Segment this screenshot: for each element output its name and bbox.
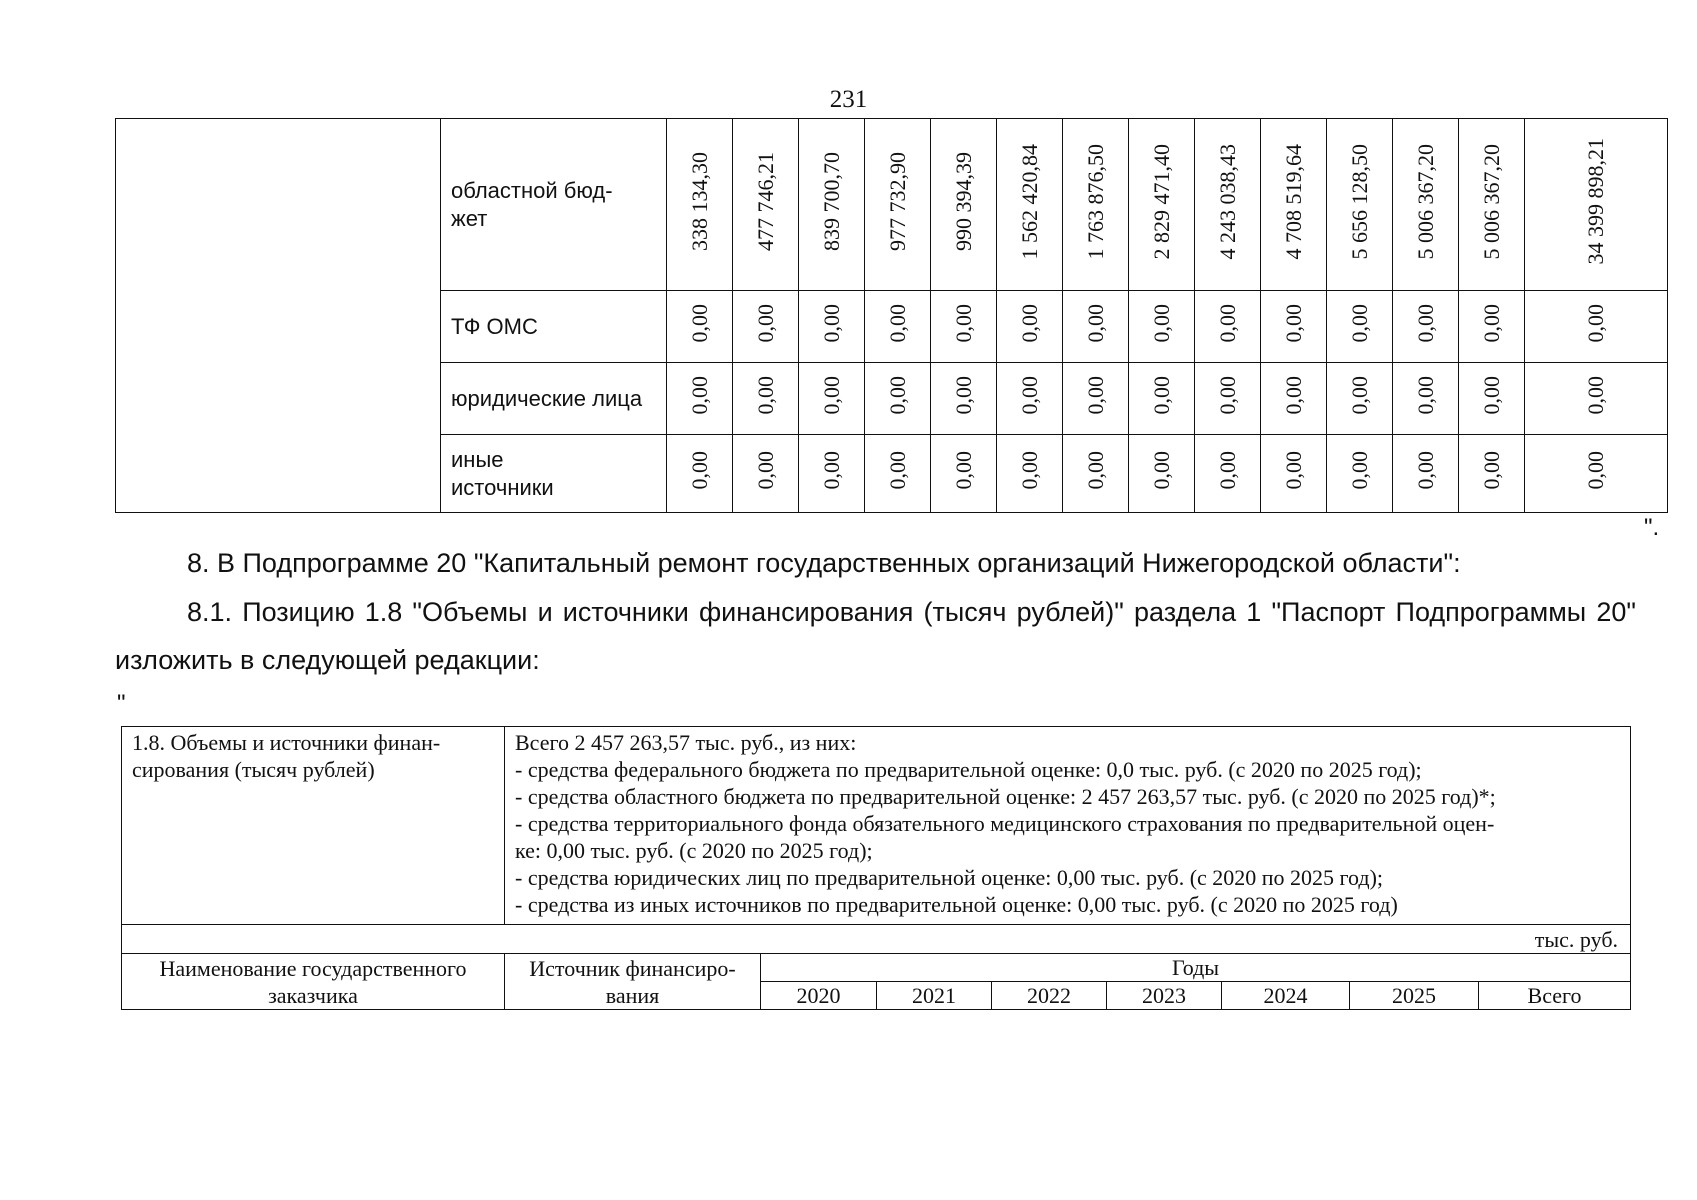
- amount-value: 0,00: [1082, 451, 1108, 490]
- header-year: 2024: [1222, 982, 1350, 1010]
- passport-label-line: 1.8. Объемы и источники финан-: [132, 730, 441, 755]
- amount-cell: [1195, 363, 1261, 435]
- amount-cell: [931, 435, 997, 513]
- passport-text-cell: [505, 727, 1631, 925]
- amount-value: 477 746,21: [752, 152, 778, 251]
- amount-cell: [1261, 435, 1327, 513]
- amount-cell: [865, 291, 931, 363]
- total-cell: [1525, 291, 1668, 363]
- paragraph-word: раздела: [1133, 597, 1237, 627]
- funding-source-cell: [441, 119, 667, 291]
- amount-value: 0,00: [950, 376, 976, 415]
- total-value: 34 399 898,21: [1583, 138, 1608, 265]
- header-source-line: вания: [605, 982, 660, 1008]
- paragraph-word: (тысяч: [923, 597, 1007, 627]
- header-year: 2023: [1107, 982, 1222, 1010]
- paragraph-word: 1.8: [364, 597, 403, 627]
- amount-value: 0,00: [1478, 376, 1504, 415]
- funding-source-line: иные: [451, 446, 504, 472]
- amount-cell: [997, 291, 1063, 363]
- amount-cell: [667, 435, 733, 513]
- paragraph-word: 8.1.: [187, 597, 233, 627]
- header-customer-line: Наименование государственного: [159, 955, 467, 981]
- total-cell: [1525, 363, 1668, 435]
- amount-value: 0,00: [1412, 451, 1438, 490]
- amount-cell: [865, 435, 931, 513]
- amount-value: 0,00: [1016, 304, 1042, 343]
- header-year: 2020: [761, 982, 877, 1010]
- amount-value: 977 732,90: [884, 152, 910, 251]
- funding-source-cell: юридические лица: [441, 363, 667, 435]
- amount-cell: [1393, 435, 1459, 513]
- amount-value: 0,00: [752, 451, 778, 490]
- amount-cell: [733, 435, 799, 513]
- amount-value: 0,00: [1082, 376, 1108, 415]
- paragraph-word: "Паспорт: [1271, 597, 1386, 627]
- amount-value: 0,00: [1214, 304, 1240, 343]
- amount-value: 5 006 367,20: [1478, 143, 1504, 260]
- amount-cell: [1327, 435, 1393, 513]
- header-source-line: Источник финансиро-: [529, 955, 736, 981]
- amount-value: 338 134,30: [686, 152, 712, 251]
- amount-cell: [997, 119, 1063, 291]
- amount-cell: [1129, 363, 1195, 435]
- amount-cell: [1327, 291, 1393, 363]
- total-cell: [1525, 119, 1668, 291]
- paragraph-word: "Объемы: [412, 597, 528, 627]
- amount-value: 0,00: [1082, 304, 1108, 343]
- amount-cell: [1129, 291, 1195, 363]
- amount-value: 0,00: [1280, 451, 1306, 490]
- amount-value: 0,00: [686, 376, 712, 415]
- header-source: [505, 954, 761, 1010]
- amount-cell: [1327, 119, 1393, 291]
- amount-value: 4 708 519,64: [1280, 143, 1306, 260]
- amount-cell: [667, 119, 733, 291]
- amount-cell: [799, 363, 865, 435]
- amount-value: 0,00: [950, 304, 976, 343]
- amount-value: 5 006 367,20: [1412, 143, 1438, 260]
- amount-cell: [799, 435, 865, 513]
- paragraph-word: источники: [562, 597, 689, 627]
- amount-value: 0,00: [1214, 451, 1240, 490]
- amount-value: 0,00: [1016, 376, 1042, 415]
- amount-cell: [1063, 363, 1129, 435]
- amount-cell: [1129, 119, 1195, 291]
- amount-cell: [1261, 119, 1327, 291]
- paragraph-word: Позицию: [242, 597, 355, 627]
- amount-cell: [1063, 291, 1129, 363]
- amount-value: 0,00: [1148, 451, 1174, 490]
- amount-cell: [1195, 435, 1261, 513]
- amount-value: 0,00: [1280, 304, 1306, 343]
- amount-value: 2 829 471,40: [1148, 143, 1174, 260]
- total-value: 0,00: [1583, 376, 1608, 415]
- amount-value: 0,00: [1478, 304, 1504, 343]
- amount-cell: [1261, 291, 1327, 363]
- page-number: 231: [829, 86, 868, 113]
- amount-value: 1 562 420,84: [1016, 143, 1042, 260]
- passport-table: [121, 726, 1631, 1010]
- funding-source-cell: ТФ ОМС: [441, 291, 667, 363]
- amount-value: 0,00: [1214, 376, 1240, 415]
- closing-quote: ".: [1644, 514, 1660, 541]
- passport-text-line: - средства юридических лиц по предварительной оценке: 0,00 тыс. руб. (с 2020 по 2025 год);: [515, 865, 1384, 890]
- header-year: 2021: [877, 982, 992, 1010]
- funding-source-cell: [441, 435, 667, 513]
- amount-cell: [1195, 119, 1261, 291]
- amount-cell: [931, 363, 997, 435]
- amount-cell: [865, 363, 931, 435]
- amount-value: 0,00: [818, 376, 844, 415]
- funding-source-line: источники: [451, 474, 554, 500]
- amount-cell: [733, 291, 799, 363]
- amount-cell: [1459, 435, 1525, 513]
- amount-value: 0,00: [884, 451, 910, 490]
- header-year: 2022: [992, 982, 1107, 1010]
- total-value: 0,00: [1583, 451, 1608, 490]
- amount-cell: [931, 291, 997, 363]
- header-customer: [122, 954, 505, 1010]
- amount-value: 0,00: [1016, 451, 1042, 490]
- amount-value: 0,00: [1478, 451, 1504, 490]
- paragraph-word: 1: [1246, 597, 1262, 627]
- passport-text-line: - средства федерального бюджета по предварительной оценке: 0,0 тыс. руб. (с 2020 по 2025 год);: [515, 757, 1422, 782]
- amount-cell: [865, 119, 931, 291]
- paragraph-8: 8. В Подпрограмме 20 "Капитальный ремонт государственных организаций Нижегородской области":: [187, 548, 1461, 578]
- amount-value: 0,00: [1346, 451, 1372, 490]
- amount-cell: [1063, 435, 1129, 513]
- total-cell: [1525, 435, 1668, 513]
- amount-cell: [733, 119, 799, 291]
- amount-value: 0,00: [1148, 304, 1174, 343]
- passport-text-line: Всего 2 457 263,57 тыс. руб., из них:: [515, 730, 857, 755]
- paragraph-word: Подпрограммы: [1395, 597, 1587, 627]
- amount-cell: [1393, 291, 1459, 363]
- amount-value: 0,00: [1412, 376, 1438, 415]
- opening-quote: ": [117, 690, 126, 717]
- amount-value: 0,00: [1412, 304, 1438, 343]
- amount-cell: [997, 363, 1063, 435]
- paragraph-word: 20": [1596, 597, 1636, 627]
- amount-value: 5 656 128,50: [1346, 143, 1372, 260]
- empty-customer-cell: [116, 119, 441, 513]
- paragraph-word: и: [537, 597, 553, 627]
- amount-value: 0,00: [818, 451, 844, 490]
- paragraph-word: рублей)": [1016, 597, 1124, 627]
- amount-value: 0,00: [686, 304, 712, 343]
- amount-cell: [997, 435, 1063, 513]
- amount-value: 0,00: [950, 451, 976, 490]
- total-value: 0,00: [1583, 304, 1608, 343]
- amount-cell: [931, 119, 997, 291]
- amount-value: 0,00: [884, 304, 910, 343]
- amount-cell: [667, 291, 733, 363]
- header-years: Годы: [761, 954, 1631, 982]
- amount-cell: [1327, 363, 1393, 435]
- funding-source-line: областной бюд-: [451, 177, 613, 203]
- amount-cell: [799, 291, 865, 363]
- amount-cell: [667, 363, 733, 435]
- amount-value: 4 243 038,43: [1214, 143, 1240, 260]
- amount-value: 1 763 876,50: [1082, 143, 1108, 260]
- passport-text-line: - средства территориального фонда обязательного медицинского страхования по предварительной оцен-: [515, 811, 1495, 836]
- amount-value: 0,00: [752, 304, 778, 343]
- amount-value: 0,00: [818, 304, 844, 343]
- amount-value: 0,00: [1346, 304, 1372, 343]
- passport-label-cell: [122, 727, 505, 925]
- unit-label: тыс. руб.: [122, 925, 1631, 954]
- passport-text-line: - средства из иных источников по предварительной оценке: 0,00 тыс. руб. (с 2020 по 2025 год): [515, 892, 1398, 917]
- amount-value: 0,00: [752, 376, 778, 415]
- header-customer-line: заказчика: [268, 982, 358, 1008]
- amount-cell: [1393, 363, 1459, 435]
- paragraph-word: финансирования: [698, 597, 914, 627]
- amount-cell: [1063, 119, 1129, 291]
- amount-value: 990 394,39: [950, 152, 976, 251]
- passport-text-line: ке: 0,00 тыс. руб. (с 2020 по 2025 год);: [515, 838, 873, 863]
- amount-value: 0,00: [1346, 376, 1372, 415]
- funding-source-line: жет: [451, 205, 488, 231]
- amount-value: 0,00: [686, 451, 712, 490]
- paragraph-8-1: [187, 597, 1636, 628]
- amount-cell: [1393, 119, 1459, 291]
- amount-cell: [1261, 363, 1327, 435]
- amount-cell: [1129, 435, 1195, 513]
- amount-value: 0,00: [1280, 376, 1306, 415]
- amount-value: 839 700,70: [818, 152, 844, 251]
- passport-label-line: сирования (тысяч рублей): [132, 757, 375, 782]
- amount-cell: [1195, 291, 1261, 363]
- header-total: Всего: [1479, 982, 1631, 1010]
- funding-table-continued: [115, 118, 1668, 513]
- amount-cell: [799, 119, 865, 291]
- amount-value: 0,00: [1148, 376, 1174, 415]
- amount-cell: [733, 363, 799, 435]
- amount-cell: [1459, 119, 1525, 291]
- passport-text-line: - средства областного бюджета по предварительной оценке: 2 457 263,57 тыс. руб. (с 2020 по 2025 год)*;: [515, 784, 1496, 809]
- paragraph-8-1-end: изложить в следующей редакции:: [115, 645, 540, 675]
- amount-cell: [1459, 291, 1525, 363]
- header-year: 2025: [1350, 982, 1479, 1010]
- amount-value: 0,00: [884, 376, 910, 415]
- amount-cell: [1459, 363, 1525, 435]
